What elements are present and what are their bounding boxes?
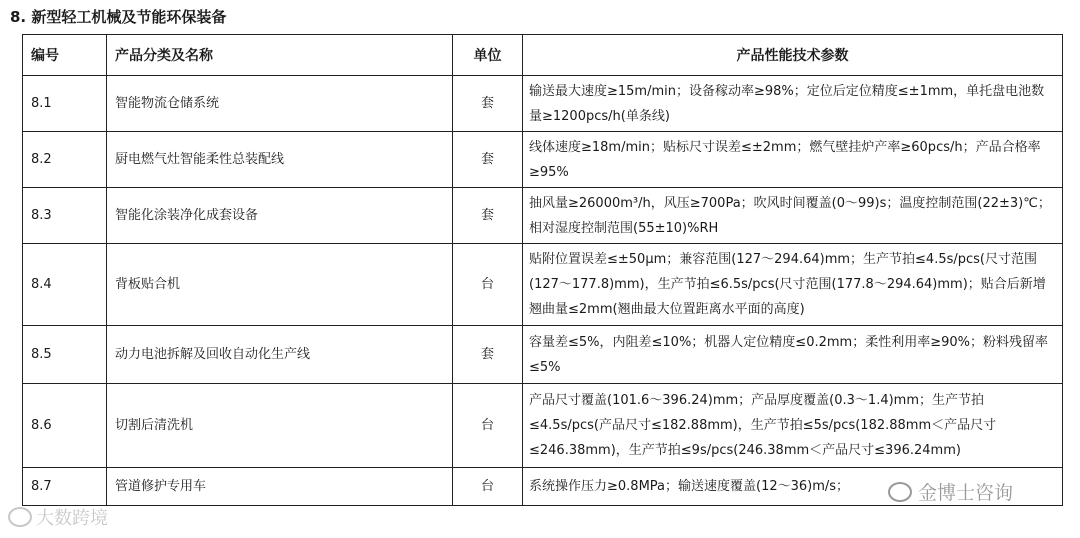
row-unit: 套	[453, 76, 523, 132]
product-table	[22, 34, 1063, 506]
watermark-left	[8, 504, 108, 530]
row-unit: 套	[453, 188, 523, 244]
row-code: 8.5	[23, 326, 107, 384]
row-params: 贴附位置误差≤±50μm；兼容范围(127～294.64)mm；生产节拍≤4.5s/pcs(尺寸范围(127～177.8)mm)，生产节拍≤6.5s/pcs(尺寸范围(177.8～294.64)mm)；贴合后新增翘曲量≤2mm(翘曲最大位置距离水平面的高度)	[523, 244, 1063, 326]
row-name: 智能物流仓储系统	[107, 76, 453, 132]
row-unit: 台	[453, 244, 523, 326]
row-code: 8.7	[23, 468, 107, 506]
table-row	[23, 76, 1063, 132]
table-header-row	[23, 35, 1063, 76]
row-params: 输送最大速度≥15m/min；设备稼动率≥98%；定位后定位精度≤±1mm，单托盘电池数量≥1200pcs/h(单条线)	[523, 76, 1063, 132]
row-unit: 台	[453, 384, 523, 468]
wechat-icon	[888, 482, 912, 502]
row-code: 8.3	[23, 188, 107, 244]
watermark-left-text: 大数跨境	[36, 508, 108, 529]
row-params: 容量差≤5%，内阻差≤10%；机器人定位精度≤0.2mm；柔性利用率≥90%；粉料残留率≤5%	[523, 326, 1063, 384]
row-params: 抽风量≥26000m³/h，风压≥700Pa；吹风时间覆盖(0～99)s；温度控制范围(22±3)℃；相对湿度控制范围(55±10)%RH	[523, 188, 1063, 244]
row-params: 产品尺寸覆盖(101.6～396.24)mm；产品厚度覆盖(0.3～1.4)mm；生产节拍≤4.5s/pcs(产品尺寸≤182.88mm)，生产节拍≤5s/pcs(182.88mm＜产品尺寸≤246.38mm)，生产节拍≤9s/pcs(246.38mm＜产品尺寸≤396.24mm)	[523, 384, 1063, 468]
table-row	[23, 188, 1063, 244]
row-params: 线体速度≥18m/min；贴标尺寸误差≤±2mm；燃气壁挂炉产率≥60pcs/h；产品合格率≥95%	[523, 132, 1063, 188]
row-name: 背板贴合机	[107, 244, 453, 326]
row-unit: 套	[453, 326, 523, 384]
table-row	[23, 384, 1063, 468]
row-name: 管道修护专用车	[107, 468, 453, 506]
table-row	[23, 326, 1063, 384]
row-name: 动力电池拆解及回收自动化生产线	[107, 326, 453, 384]
table-row	[23, 244, 1063, 326]
weibo-icon	[8, 507, 32, 527]
row-params: 系统操作压力≥0.8MPa；输送速度覆盖(12～36)m/s；	[523, 468, 1063, 506]
row-code: 8.1	[23, 76, 107, 132]
row-code: 8.6	[23, 384, 107, 468]
row-code: 8.2	[23, 132, 107, 188]
row-code: 8.4	[23, 244, 107, 326]
row-name: 切割后清洗机	[107, 384, 453, 468]
row-name: 智能化涂装净化成套设备	[107, 188, 453, 244]
table-row	[23, 132, 1063, 188]
header-params: 产品性能技术参数	[523, 35, 1063, 76]
row-name: 厨电燃气灶智能柔性总装配线	[107, 132, 453, 188]
header-name: 产品分类及名称	[107, 35, 453, 76]
header-code: 编号	[23, 35, 107, 76]
section-title: 8. 新型轻工机械及节能环保装备	[10, 8, 227, 26]
header-unit: 单位	[453, 35, 523, 76]
watermark-right	[888, 478, 1013, 505]
row-unit: 套	[453, 132, 523, 188]
row-unit: 台	[453, 468, 523, 506]
watermark-right-text: 金博士咨询	[918, 482, 1014, 504]
